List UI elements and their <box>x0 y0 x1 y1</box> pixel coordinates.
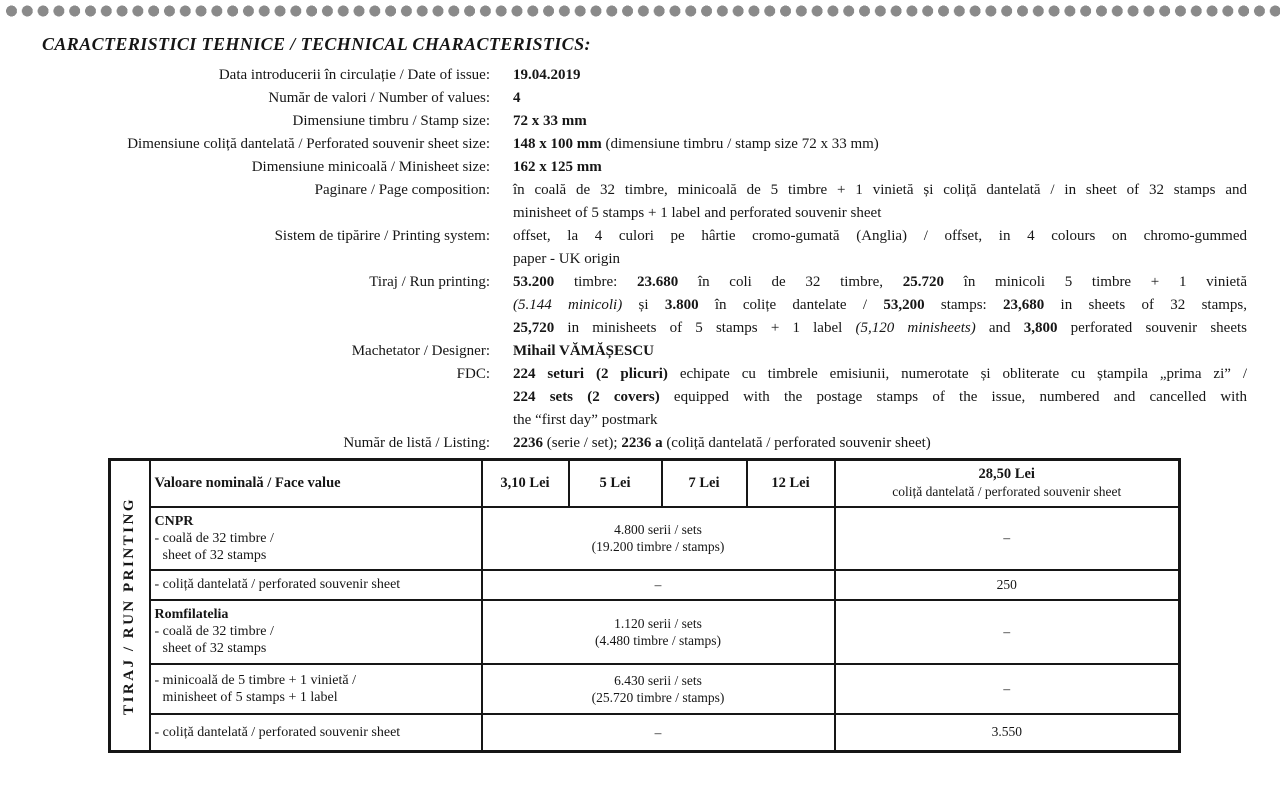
quantity-line: (4.480 timbre / stamps) <box>595 632 721 648</box>
spec-row-souvenir-sheet-size <box>0 133 1250 156</box>
row-line: sheet of 32 stamps <box>162 547 267 563</box>
souvenir-sheet-cell: 3.550 <box>835 714 1180 752</box>
spec-label: Număr de listă / Listing: <box>343 435 490 451</box>
text-line: 162 x 125 mm <box>513 159 602 175</box>
header-value-12-lei: 12 Lei <box>747 460 835 507</box>
header-value-5-lei: 5 Lei <box>569 460 662 507</box>
quantity-line: 4.800 serii / sets <box>614 522 702 537</box>
souvenir-sheet-cell: 250 <box>835 570 1180 600</box>
souvenir-sheet-cell: – <box>835 507 1180 570</box>
row-label-cell <box>150 664 482 714</box>
souvenir-sheet-cell: – <box>835 600 1180 664</box>
spec-value <box>513 64 1247 87</box>
row-label-cell <box>150 507 482 570</box>
spec-row-stamp-size <box>0 110 1250 133</box>
spec-value <box>513 110 1247 133</box>
header-value-3-10-lei: 3,10 Lei <box>482 460 569 507</box>
quantity-cell <box>482 664 835 714</box>
text-line: 53.200 timbre: 23.680 în coli de 32 timbre, 25.720 în minicoli 5 timbre + 1 vinietă <box>513 274 1247 290</box>
spec-label: Dimensiune minicoală / Minisheet size: <box>251 159 490 175</box>
spec-label: Machetator / Designer: <box>351 343 490 359</box>
table-row-cnpr-souvenir <box>110 570 1180 600</box>
spec-value <box>513 271 1247 340</box>
perforation-dots-border <box>6 5 1280 17</box>
spec-row-fdc <box>0 363 1250 432</box>
text-line: 4 <box>513 90 521 106</box>
row-line: sheet of 32 stamps <box>162 641 267 656</box>
text-line: minisheet of 5 stamps + 1 label and perforated souvenir sheet <box>513 205 882 221</box>
text-line: (5.144 minicoli) și 3.800 în colițe dantelate / 53,200 stamps: 23,680 in sheets of 32 stamps, <box>513 297 1247 313</box>
row-line: - minicoală de 5 timbre + 1 vinietă / <box>154 672 357 688</box>
spec-label: Dimensiune timbru / Stamp size: <box>292 113 490 129</box>
row-line: - coală de 32 timbre / <box>154 530 274 546</box>
row-title: Romfilatelia <box>154 607 229 622</box>
header-value-7-lei: 7 Lei <box>662 460 747 507</box>
quantity-cell <box>482 507 835 570</box>
spec-label: Sistem de tipărire / Printing system: <box>274 228 490 244</box>
text-line: offset, la 4 culori pe hârtie cromo-gumată (Anglia) / offset, in 4 colours on chromo-gummed <box>513 228 1247 244</box>
header-value-28-50-lei <box>835 460 1180 507</box>
spec-value <box>513 363 1247 432</box>
quantity-line: (25.720 timbre / stamps) <box>591 689 725 705</box>
quantity-line: 1.120 serii / sets <box>614 615 702 631</box>
text-line: 148 x 100 mm (dimensiune timbru / stamp size 72 x 33 mm) <box>513 136 879 152</box>
row-label-cell: - coliță dantelată / perforated souvenir sheet <box>150 570 482 600</box>
header-amount-desc: coliță dantelată / perforated souvenir sheet <box>892 484 1122 500</box>
quantity-line: 6.430 serii / sets <box>614 672 702 688</box>
technical-characteristics-list <box>0 64 1250 455</box>
quantity-cell: – <box>482 714 835 752</box>
header-amount: 28,50 Lei <box>978 466 1035 483</box>
table-side-label: TIRAJ / RUN PRINTING <box>121 496 138 715</box>
spec-label: Număr de valori / Number of values: <box>268 90 490 106</box>
spec-row-designer <box>0 340 1250 363</box>
table-side-label-cell <box>110 460 150 752</box>
souvenir-sheet-cell: – <box>835 664 1180 714</box>
text-line: 224 seturi (2 plicuri) echipate cu timbrele emisiunii, numerotate și obliterate cu ștampila „prima zi” / <box>513 366 1247 382</box>
table-header-row <box>110 460 1180 507</box>
spec-label: Tiraj / Run printing: <box>369 274 490 290</box>
spec-value <box>513 87 1247 110</box>
text-line: în coală de 32 timbre, minicoală de 5 timbre + 1 vinietă și coliță dantelată / in sheet of 32 stamps and <box>513 182 1247 198</box>
spec-row-number-of-values <box>0 87 1250 110</box>
row-line: minisheet of 5 stamps + 1 label <box>162 689 338 705</box>
spec-label: Paginare / Page composition: <box>314 182 490 198</box>
text-line: 2236 (serie / set); 2236 a (coliță dantelată / perforated souvenir sheet) <box>513 435 931 451</box>
row-title: CNPR <box>154 513 194 529</box>
spec-label: Dimensiune coliță dantelată / Perforated souvenir sheet size: <box>127 136 490 152</box>
spec-row-page-composition <box>0 179 1250 225</box>
row-label-cell <box>150 600 482 664</box>
spec-row-printing-system <box>0 225 1250 271</box>
spec-value <box>513 432 1247 455</box>
page-title: CARACTERISTICI TEHNICE / TECHNICAL CHARACTERISTICS: <box>42 34 591 54</box>
quantity-cell <box>482 600 835 664</box>
spec-row-listing <box>0 432 1250 455</box>
table-row-cnpr-sheet <box>110 507 1180 570</box>
row-label-cell: - coliță dantelată / perforated souvenir sheet <box>150 714 482 752</box>
spec-value <box>513 179 1247 225</box>
row-line: - coală de 32 timbre / <box>154 624 274 639</box>
spec-label: Data introducerii în circulație / Date of issue: <box>218 67 490 83</box>
table-row-romfilatelia-sheet <box>110 600 1180 664</box>
text-line: 19.04.2019 <box>513 67 581 83</box>
text-line: 72 x 33 mm <box>513 113 587 129</box>
quantity-cell: – <box>482 570 835 600</box>
spec-value <box>513 156 1247 179</box>
spec-label: FDC: <box>456 366 490 382</box>
spec-value <box>513 340 1247 363</box>
spec-value <box>513 225 1247 271</box>
text-line: the “first day” postmark <box>513 412 658 428</box>
spec-row-minisheet-size <box>0 156 1250 179</box>
header-face-value: Valoare nominală / Face value <box>150 460 482 507</box>
spec-value <box>513 133 1247 156</box>
spec-row-run-printing <box>0 271 1250 340</box>
run-printing-table <box>108 458 1181 753</box>
table-row-romfilatelia-souvenir <box>110 714 1180 752</box>
text-line: Mihail VĂMĂȘESCU <box>513 343 654 359</box>
table-row-minisheet <box>110 664 1180 714</box>
text-line: 25,720 in minisheets of 5 stamps + 1 label (5,120 minisheets) and 3,800 perforated souvenir sheets <box>513 320 1247 336</box>
quantity-line: (19.200 timbre / stamps) <box>591 539 725 554</box>
text-line: paper - UK origin <box>513 251 621 267</box>
spec-row-date-of-issue <box>0 64 1250 87</box>
text-line: 224 sets (2 covers) equipped with the postage stamps of the issue, numbered and cancelled with <box>513 389 1247 405</box>
